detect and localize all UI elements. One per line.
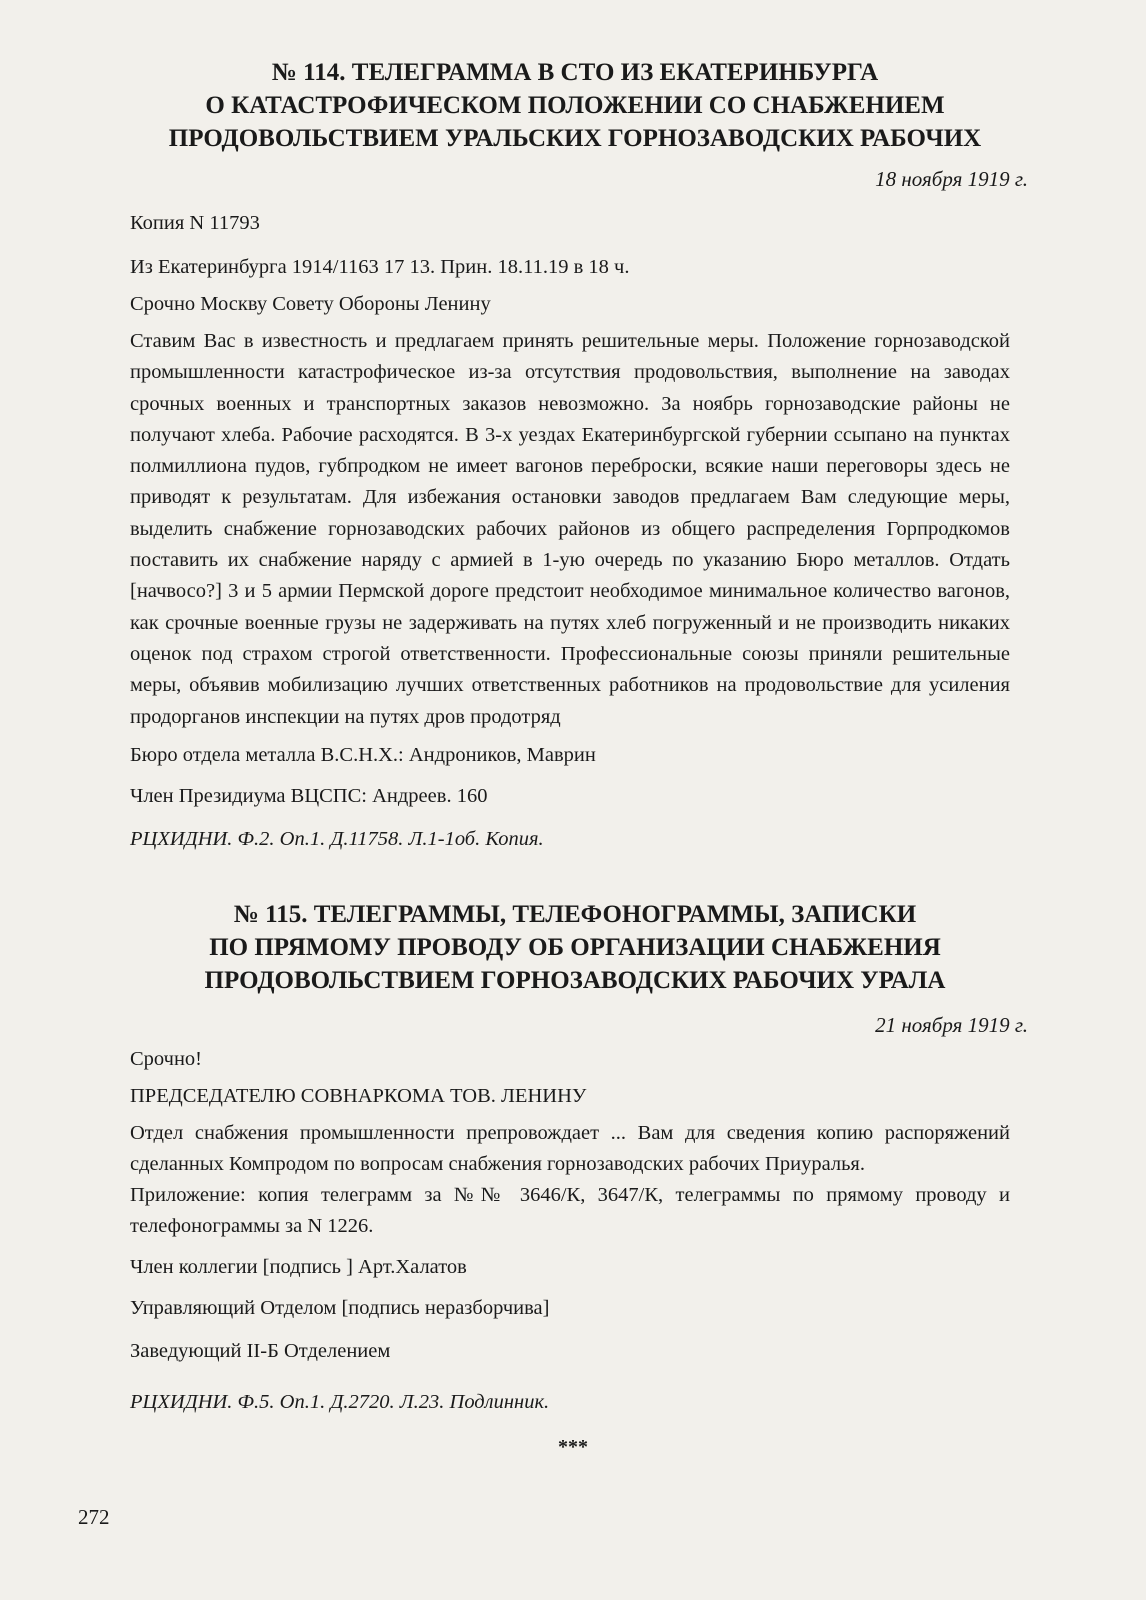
doc114-heading-line-1: № 114. ТЕЛЕГРАММА В СТО ИЗ ЕКАТЕРИНБУРГА bbox=[271, 59, 879, 86]
doc114-archive-source: РЦХИДНИ. Ф.2. Оп.1. Д.11758. Л.1-1об. Копия. bbox=[130, 828, 544, 850]
doc114-origin-line: Из Екатеринбурга 1914/1163 17 13. Прин. 18.11.19 в 18 ч. bbox=[130, 256, 630, 278]
doc115-addressee: ПРЕДСЕДАТЕЛЮ СОВНАРКОМА ТОВ. ЛЕНИНУ bbox=[130, 1085, 587, 1107]
doc114-copy-number: Копия N 11793 bbox=[130, 212, 260, 234]
doc115-attachment: Приложение: копия телеграмм за №№ 3646/К, 3647/К, телеграммы по прямому проводу и телефонограммы за N 1226. bbox=[130, 1184, 1010, 1238]
doc115-body: Отдел снабжения промышленности препровождает ... Вам для сведения копию распоряжений сделанных Компродом по вопросам снабжения горнозаводских рабочих Приуралья. bbox=[130, 1122, 1010, 1176]
doc115-urgent-mark: Срочно! bbox=[130, 1048, 203, 1070]
doc115-archive-source: РЦХИДНИ. Ф.5. Оп.1. Д.2720. Л.23. Подлинник. bbox=[130, 1391, 550, 1413]
doc114-signature-presidium: Член Президиума ВЦСПС: Андреев. 160 bbox=[130, 785, 488, 807]
page-number: 272 bbox=[78, 1505, 110, 1529]
doc115-signature-collegium: Член коллегии [подпись ] Арт.Халатов bbox=[130, 1256, 467, 1278]
section-separator: *** bbox=[558, 1436, 588, 1458]
doc114-addressee: Срочно Москву Совету Обороны Ленину bbox=[130, 293, 491, 315]
doc115-heading-line-2: ПО ПРЯМОМУ ПРОВОДУ ОБ ОРГАНИЗАЦИИ СНАБЖЕНИЯ bbox=[209, 934, 941, 961]
doc114-heading-line-2: О КАТАСТРОФИЧЕСКОМ ПОЛОЖЕНИИ СО СНАБЖЕНИЕМ bbox=[205, 92, 945, 119]
doc114-signature-bureau: Бюро отдела металла В.С.Н.Х.: Андроников, Маврин bbox=[130, 744, 596, 766]
doc114-date: 18 ноября 1919 г. bbox=[875, 167, 1028, 191]
doc115-date: 21 ноября 1919 г. bbox=[875, 1013, 1028, 1037]
doc115-heading-line-3: ПРОДОВОЛЬСТВИЕМ ГОРНОЗАВОДСКИХ РАБОЧИХ УРАЛА bbox=[204, 967, 946, 994]
doc115-signature-manager: Управляющий Отделом [подпись неразборчива] bbox=[130, 1297, 550, 1319]
doc115-heading-line-1: № 115. ТЕЛЕГРАММЫ, ТЕЛЕФОНОГРАММЫ, ЗАПИСКИ bbox=[233, 901, 917, 928]
doc115-signature-head-of-section: Заведующий II-Б Отделением bbox=[130, 1340, 391, 1362]
doc114-body: Ставим Вас в известность и предлагаем принять решительные меры. Положение горнозаводской промышленности катастрофическое из-за отсутствия продовольствия, выполнение на заводах срочных военных и транспортных заказов невозможно. За ноябрь горнозаводские районы не получают хлеба. Рабочие расходятся. В 3-х уездах Екатеринбургской губернии ссыпано на пунктах полмиллиона пудов, губпродком не имеет вагонов переброски, всякие наши переговоры здесь не приводят к результатам. Для избежания остановки заводов предлагаем Вам следующие меры, выделить снабжение горнозаводских рабочих районов из общего распределения Горпродкомов поставить их снабжение наряду с армией в 1-ую очередь по указанию Бюро металлов. Отдать [начвосо?] 3 и 5 армии Пермской дороге предстоит необходимое минимальное количество вагонов, как срочные военные грузы не задерживать на путях хлеб погруженный и не производить никаких оценок под страхом строгой ответственности. Профессиональные союзы приняли решительные меры, объявив мобилизацию лучших ответственных работников на продовольствие для усиления продорганов инспекции на путях дров продотряд bbox=[130, 330, 1010, 728]
doc114-heading-line-3: ПРОДОВОЛЬСТВИЕМ УРАЛЬСКИХ ГОРНОЗАВОДСКИХ РАБОЧИХ bbox=[168, 125, 982, 152]
